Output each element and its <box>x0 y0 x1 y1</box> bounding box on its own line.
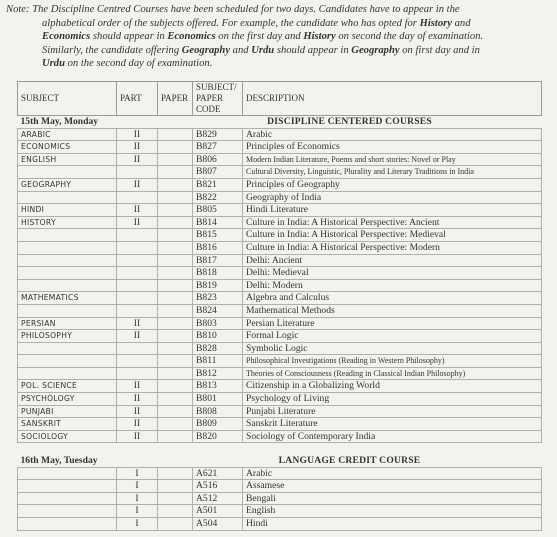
part-cell: II <box>117 128 158 141</box>
subject-cell <box>18 467 117 480</box>
code-cell: B811 <box>193 355 243 368</box>
paper-cell <box>158 241 193 254</box>
code-cell: B815 <box>193 229 243 242</box>
part-cell: I <box>117 467 158 480</box>
subject-cell: GEOGRAPHY <box>18 178 117 191</box>
paper-cell <box>158 317 193 330</box>
table-row <box>18 430 542 443</box>
code-cell: B820 <box>193 430 243 443</box>
part-cell: II <box>117 216 158 229</box>
paper-cell <box>158 355 193 368</box>
description-cell: Psychology of Living <box>243 393 542 406</box>
part-cell: II <box>117 405 158 418</box>
code-cell: B821 <box>193 178 243 191</box>
exam-schedule-table <box>17 81 542 531</box>
table-row <box>18 279 542 292</box>
table-row <box>18 393 542 406</box>
code-cell: B816 <box>193 241 243 254</box>
subject-cell <box>18 166 117 179</box>
description-cell: Culture in India: A Historical Perspective: Modern <box>243 241 542 254</box>
table-row <box>18 153 542 166</box>
note-label: Note: <box>6 4 30 15</box>
exam-note <box>6 3 554 71</box>
code-cell: B822 <box>193 191 243 204</box>
subject-cell <box>18 492 117 505</box>
subject-cell: PSYCHOLOGY <box>18 393 117 406</box>
code-cell: B818 <box>193 267 243 280</box>
paper-cell <box>158 518 193 531</box>
subject-cell: ARABIC <box>18 128 117 141</box>
subject-cell <box>18 355 117 368</box>
part-cell <box>117 279 158 292</box>
table-row <box>18 505 542 518</box>
paper-cell <box>158 380 193 393</box>
table-row <box>18 267 542 280</box>
description-cell: Delhi: Ancient <box>243 254 542 267</box>
code-cell: A504 <box>193 518 243 531</box>
subject-cell <box>18 505 117 518</box>
subject-cell: POL. SCIENCE <box>18 380 117 393</box>
part-cell <box>117 342 158 355</box>
subject-cell <box>18 480 117 493</box>
section-date: 15th May, Monday <box>20 116 99 127</box>
table-row <box>18 304 542 317</box>
table-row <box>18 178 542 191</box>
subject-cell <box>18 279 117 292</box>
description-cell: Geography of India <box>243 191 542 204</box>
description-cell: Culture in India: A Historical Perspective: Ancient <box>243 216 542 229</box>
description-cell: Cultural Diversity, Linguistic, Plurality and Literary Traditions in India <box>243 166 542 179</box>
code-cell: B801 <box>193 393 243 406</box>
paper-cell <box>158 216 193 229</box>
description-cell: Modern Indian Literature, Poems and short stories: Novel or Play <box>243 153 542 166</box>
paper-cell <box>158 393 193 406</box>
description-cell: Assamese <box>243 480 542 493</box>
subject-cell <box>18 191 117 204</box>
paper-cell <box>158 279 193 292</box>
part-cell <box>117 191 158 204</box>
code-cell: A512 <box>193 492 243 505</box>
note-line-1: Note: The Discipline Centred Courses have been scheduled for two days. Candidates have to appear in the <box>6 4 460 15</box>
code-cell: A501 <box>193 505 243 518</box>
paper-cell <box>158 153 193 166</box>
paper-cell <box>158 254 193 267</box>
code-cell: B824 <box>193 304 243 317</box>
paper-cell <box>158 178 193 191</box>
code-cell: B829 <box>193 128 243 141</box>
note-line-4: Similarly, the candidate offering Geography and Urdu should appear in Geography on first day and in <box>42 44 480 56</box>
subject-cell <box>18 518 117 531</box>
paper-cell <box>158 405 193 418</box>
code-cell: B812 <box>193 367 243 380</box>
paper-cell <box>158 304 193 317</box>
paper-cell <box>158 292 193 305</box>
section-header-row <box>18 455 542 467</box>
part-cell <box>117 254 158 267</box>
description-cell: Hindi Literature <box>243 204 542 217</box>
subject-cell: PUNJABI <box>18 405 117 418</box>
subject-cell: ECONOMICS <box>18 141 117 154</box>
table-row <box>18 467 542 480</box>
description-cell: Citizenship in a Globalizing World <box>243 380 542 393</box>
subject-cell: HISTORY <box>18 216 117 229</box>
table-row <box>18 342 542 355</box>
table-row <box>18 330 542 343</box>
paper-cell <box>158 430 193 443</box>
code-cell: B817 <box>193 254 243 267</box>
part-cell <box>117 355 158 368</box>
header-paper: PAPER <box>158 82 193 116</box>
table-row <box>18 317 542 330</box>
table-row <box>18 518 542 531</box>
code-cell: B810 <box>193 330 243 343</box>
code-cell: B813 <box>193 380 243 393</box>
part-cell <box>117 267 158 280</box>
subject-cell: PERSIAN <box>18 317 117 330</box>
code-cell: A621 <box>193 467 243 480</box>
paper-cell <box>158 166 193 179</box>
part-cell: II <box>117 317 158 330</box>
part-cell <box>117 367 158 380</box>
part-cell: II <box>117 418 158 431</box>
section-header-row <box>18 116 542 129</box>
paper-cell <box>158 342 193 355</box>
description-cell: English <box>243 505 542 518</box>
part-cell: II <box>117 380 158 393</box>
description-cell: Culture in India: A Historical Perspective: Medieval <box>243 229 542 242</box>
paper-cell <box>158 204 193 217</box>
description-cell: Persian Literature <box>243 317 542 330</box>
paper-cell <box>158 128 193 141</box>
table-row <box>18 480 542 493</box>
code-cell: B809 <box>193 418 243 431</box>
section-gap-cell <box>18 443 542 455</box>
description-cell: Algebra and Calculus <box>243 292 542 305</box>
description-cell: Mathematical Methods <box>243 304 542 317</box>
description-cell: Hindi <box>243 518 542 531</box>
description-cell: Theories of Consciousness (Reading in Classical Indian Philosophy) <box>243 367 542 380</box>
table-row <box>18 229 542 242</box>
header-row <box>18 82 542 116</box>
subject-cell <box>18 342 117 355</box>
header-subject: SUBJECT <box>18 82 117 116</box>
code-cell: B806 <box>193 153 243 166</box>
description-cell: Sanskrit Literature <box>243 418 542 431</box>
subject-cell <box>18 267 117 280</box>
paper-cell <box>158 141 193 154</box>
part-cell: II <box>117 178 158 191</box>
code-cell: B808 <box>193 405 243 418</box>
subject-cell: SANSKRIT <box>18 418 117 431</box>
paper-cell <box>158 330 193 343</box>
table-row <box>18 254 542 267</box>
code-cell: B819 <box>193 279 243 292</box>
table-row <box>18 241 542 254</box>
part-cell: II <box>117 153 158 166</box>
part-cell: I <box>117 518 158 531</box>
table-row <box>18 355 542 368</box>
subject-cell: PHILOSOPHY <box>18 330 117 343</box>
section-date: 16th May, Tuesday <box>20 455 98 467</box>
part-cell: II <box>117 430 158 443</box>
table-row <box>18 141 542 154</box>
part-cell: II <box>117 141 158 154</box>
description-cell: Arabic <box>243 128 542 141</box>
subject-cell: MATHEMATICS <box>18 292 117 305</box>
section-gap <box>18 443 542 455</box>
part-cell <box>117 229 158 242</box>
description-cell: Principles of Economics <box>243 141 542 154</box>
header-part: PART <box>117 82 158 116</box>
part-cell <box>117 292 158 305</box>
subject-cell <box>18 304 117 317</box>
table-row <box>18 380 542 393</box>
subject-cell <box>18 241 117 254</box>
part-cell: I <box>117 505 158 518</box>
code-cell: B827 <box>193 141 243 154</box>
code-cell: B805 <box>193 204 243 217</box>
part-cell: II <box>117 330 158 343</box>
description-cell: Symbolic Logic <box>243 342 542 355</box>
table-row <box>18 128 542 141</box>
paper-cell <box>158 492 193 505</box>
subject-cell: HINDI <box>18 204 117 217</box>
paper-cell <box>158 229 193 242</box>
paper-cell <box>158 367 193 380</box>
subject-cell: ENGLISH <box>18 153 117 166</box>
paper-cell <box>158 480 193 493</box>
paper-cell <box>158 505 193 518</box>
description-cell: Principles of Geography <box>243 178 542 191</box>
description-cell: Bengali <box>243 492 542 505</box>
table-row <box>18 405 542 418</box>
note-line-3: Economics should appear in Economics on the first day and History on second the day of examination. <box>42 31 484 43</box>
subject-cell <box>18 367 117 380</box>
part-cell: II <box>117 204 158 217</box>
description-cell: Sociology of Contemporary India <box>243 430 542 443</box>
section-title: LANGUAGE CREDIT COURSE <box>278 455 421 467</box>
table-row <box>18 191 542 204</box>
part-cell: I <box>117 480 158 493</box>
description-cell: Delhi: Modern <box>243 279 542 292</box>
code-cell: B823 <box>193 292 243 305</box>
description-cell: Formal Logic <box>243 330 542 343</box>
part-cell <box>117 304 158 317</box>
paper-cell <box>158 418 193 431</box>
code-cell: B828 <box>193 342 243 355</box>
code-cell: B803 <box>193 317 243 330</box>
header-description: DESCRIPTION <box>243 82 542 116</box>
header-code: SUBJECT/ PAPER CODE <box>193 82 243 116</box>
code-cell: B807 <box>193 166 243 179</box>
paper-cell <box>158 191 193 204</box>
description-cell: Delhi: Medieval <box>243 267 542 280</box>
note-line-5: Urdu on the second day of examination. <box>42 58 213 70</box>
part-cell <box>117 166 158 179</box>
section-title: DISCIPLINE CENTERED COURSES <box>267 116 432 127</box>
table-row <box>18 204 542 217</box>
paper-cell <box>158 267 193 280</box>
description-cell: Punjabi Literature <box>243 405 542 418</box>
description-cell: Philosophical Investigations (Reading in Western Philosophy) <box>243 355 542 368</box>
note-line-2: alphabetical order of the subjects offered. For example, the candidate who has opted for History and <box>42 17 471 29</box>
code-cell: A516 <box>193 480 243 493</box>
table-row <box>18 418 542 431</box>
table-row <box>18 367 542 380</box>
table-row <box>18 216 542 229</box>
description-cell: Arabic <box>243 467 542 480</box>
schedule-body <box>18 116 542 531</box>
paper-cell <box>158 467 193 480</box>
part-cell: II <box>117 393 158 406</box>
subject-cell: SOCIOLOGY <box>18 430 117 443</box>
code-cell: B814 <box>193 216 243 229</box>
table-row <box>18 166 542 179</box>
part-cell <box>117 241 158 254</box>
subject-cell <box>18 229 117 242</box>
part-cell: I <box>117 492 158 505</box>
subject-cell <box>18 254 117 267</box>
table-row <box>18 292 542 305</box>
table-row <box>18 492 542 505</box>
